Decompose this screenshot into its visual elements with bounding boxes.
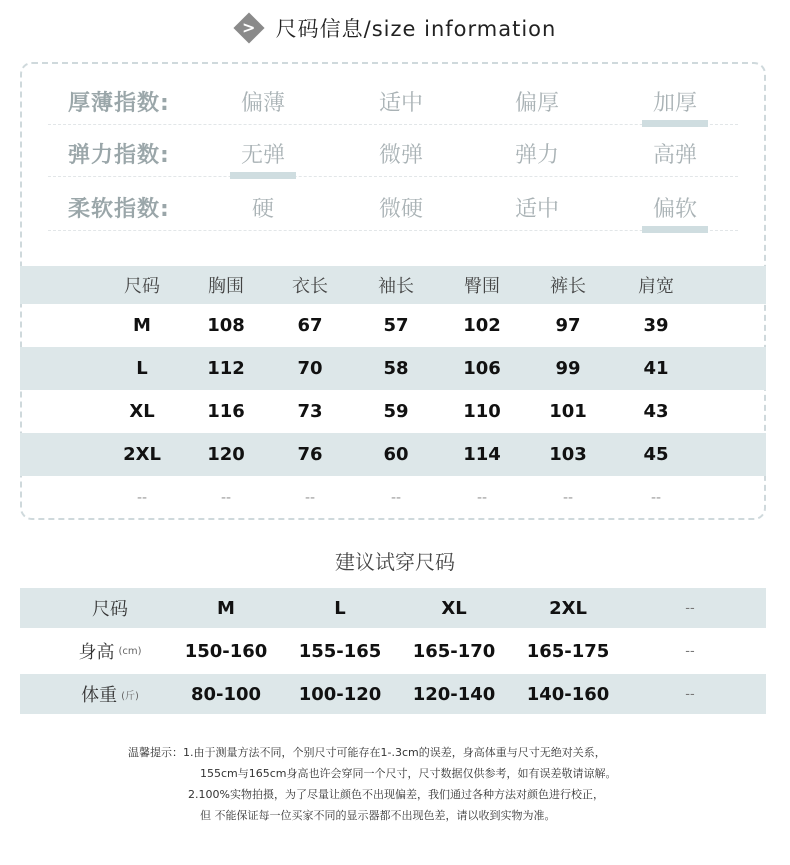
index-option-text: 高弹	[652, 143, 697, 168]
table-cell: 2XL	[123, 444, 161, 465]
table-cell: M	[133, 315, 151, 336]
note-line: 但 不能保证每一位买家不同的显示器都不出现色差，请以收到实物为准。	[200, 809, 556, 822]
table-cell: XL	[129, 401, 155, 422]
index-option-text: 适中	[378, 91, 423, 116]
height-label-text: 身高	[78, 642, 115, 663]
index-option-text: 弹力	[514, 143, 559, 168]
table-cell: 39	[643, 315, 669, 336]
table-cell: 67	[297, 315, 323, 336]
index-option	[208, 86, 318, 117]
table-cell: 57	[383, 315, 409, 336]
table-cell: --	[562, 489, 574, 506]
index-option	[346, 192, 456, 223]
height-value: 165-175	[526, 640, 610, 662]
table-cell: --	[476, 489, 488, 506]
table-cell: --	[220, 489, 232, 506]
index-option-text: 微弹	[378, 143, 423, 168]
selected-underline	[230, 172, 296, 179]
height-extra: --	[685, 643, 695, 659]
recommend-extra: --	[685, 600, 695, 616]
table-cell: 袖长	[378, 276, 414, 297]
note-line: 155cm与165cm身高也许会穿同一个尺寸，尺寸数据仅供参考，如有误差敬请谅解。	[200, 767, 617, 780]
table-cell: 臀围	[464, 276, 500, 297]
table-cell: 114	[463, 444, 501, 465]
weight-unit: (斤)	[121, 690, 139, 702]
table-row	[20, 390, 766, 433]
index-option-text: 加厚	[652, 91, 697, 116]
index-option	[208, 192, 318, 223]
weight-value: 80-100	[190, 683, 262, 705]
index-option-text: 偏软	[652, 197, 697, 222]
height-value: 165-170	[412, 640, 496, 662]
table-cell: 45	[643, 444, 669, 465]
recommend-title: 建议试穿尺码	[335, 550, 455, 574]
index-row	[48, 82, 738, 125]
table-cell: 裤长	[550, 276, 586, 297]
recommend-weight-row	[20, 674, 766, 714]
index-option-text: 无弹	[240, 143, 285, 168]
index-option-text: 偏薄	[240, 91, 285, 116]
index-option-selected	[620, 86, 730, 117]
note-line: 2.100%实物拍摄，为了尽量让颜色不出现偏差，我们通过各种方法对颜色进行校正，	[188, 788, 604, 801]
height-value: 155-165	[298, 640, 382, 662]
table-cell: 70	[297, 358, 323, 379]
index-label: 厚薄指数:	[68, 91, 170, 116]
table-cell: 101	[549, 401, 587, 422]
table-cell: 43	[643, 401, 669, 422]
selected-underline	[642, 226, 708, 233]
table-row	[20, 476, 766, 519]
recommend-size-row	[20, 588, 766, 628]
table-cell: 112	[207, 358, 245, 379]
index-option	[346, 86, 456, 117]
selected-underline	[642, 120, 708, 127]
table-header-row	[20, 266, 766, 304]
index-option-text: 微硬	[378, 197, 423, 222]
weight-value: 100-120	[298, 683, 382, 705]
table-cell: 120	[207, 444, 245, 465]
table-cell: 衣长	[292, 276, 328, 297]
table-cell: 60	[383, 444, 409, 465]
section-header	[0, 8, 790, 48]
table-row	[20, 433, 766, 476]
note-line: 温馨提示：1.由于测量方法不同，个别尺寸可能存在1-.3cm的误差，身高体重与尺寸无绝对关系，	[128, 746, 606, 759]
table-cell: --	[390, 489, 402, 506]
index-option	[482, 192, 592, 223]
weight-label-text: 体重	[81, 685, 118, 706]
table-cell: 103	[549, 444, 587, 465]
table-cell: 尺码	[124, 276, 160, 297]
table-cell: 59	[383, 401, 409, 422]
index-option	[482, 138, 592, 169]
size-table	[20, 266, 766, 519]
table-cell: --	[304, 489, 316, 506]
recommend-size: L	[334, 597, 346, 619]
table-cell: 73	[297, 401, 323, 422]
table-cell: 肩宽	[638, 276, 674, 297]
index-option-text: 适中	[514, 197, 559, 222]
index-row	[48, 188, 738, 231]
recommend-size: 2XL	[549, 597, 587, 619]
page-title: 尺码信息/size information	[275, 17, 557, 41]
index-label: 柔软指数:	[68, 197, 170, 222]
table-row	[20, 304, 766, 347]
table-cell: 116	[207, 401, 245, 422]
index-option-text: 偏厚	[514, 91, 559, 116]
table-cell: L	[136, 358, 148, 379]
table-cell: 106	[463, 358, 501, 379]
recommend-size: XL	[441, 597, 467, 619]
table-cell: --	[650, 489, 662, 506]
recommend-size-label: 尺码	[92, 599, 128, 620]
index-option-selected	[620, 192, 730, 223]
table-cell: 97	[555, 315, 581, 336]
table-cell: 108	[207, 315, 245, 336]
index-option	[482, 86, 592, 117]
index-option-text: 硬	[251, 197, 274, 222]
index-option	[346, 138, 456, 169]
diamond-arrow-icon: >	[234, 13, 264, 43]
index-row	[48, 134, 738, 177]
recommend-table	[20, 588, 766, 717]
weight-label	[50, 674, 170, 714]
recommend-height-row	[20, 631, 766, 671]
table-cell: 58	[383, 358, 409, 379]
table-cell: 110	[463, 401, 501, 422]
table-cell: 41	[643, 358, 669, 379]
table-cell: 99	[555, 358, 581, 379]
table-cell: 76	[297, 444, 323, 465]
weight-value: 120-140	[412, 683, 496, 705]
table-row	[20, 347, 766, 390]
height-unit: (cm)	[118, 645, 142, 657]
index-option	[620, 138, 730, 169]
table-cell: --	[136, 489, 148, 506]
height-value: 150-160	[184, 640, 268, 662]
height-label	[50, 631, 170, 671]
weight-extra: --	[685, 686, 695, 702]
recommend-size: M	[217, 597, 235, 619]
table-cell: 胸围	[208, 276, 244, 297]
weight-value: 140-160	[526, 683, 610, 705]
table-cell: 102	[463, 315, 501, 336]
index-option-selected	[208, 138, 318, 169]
index-label: 弹力指数:	[68, 143, 170, 168]
